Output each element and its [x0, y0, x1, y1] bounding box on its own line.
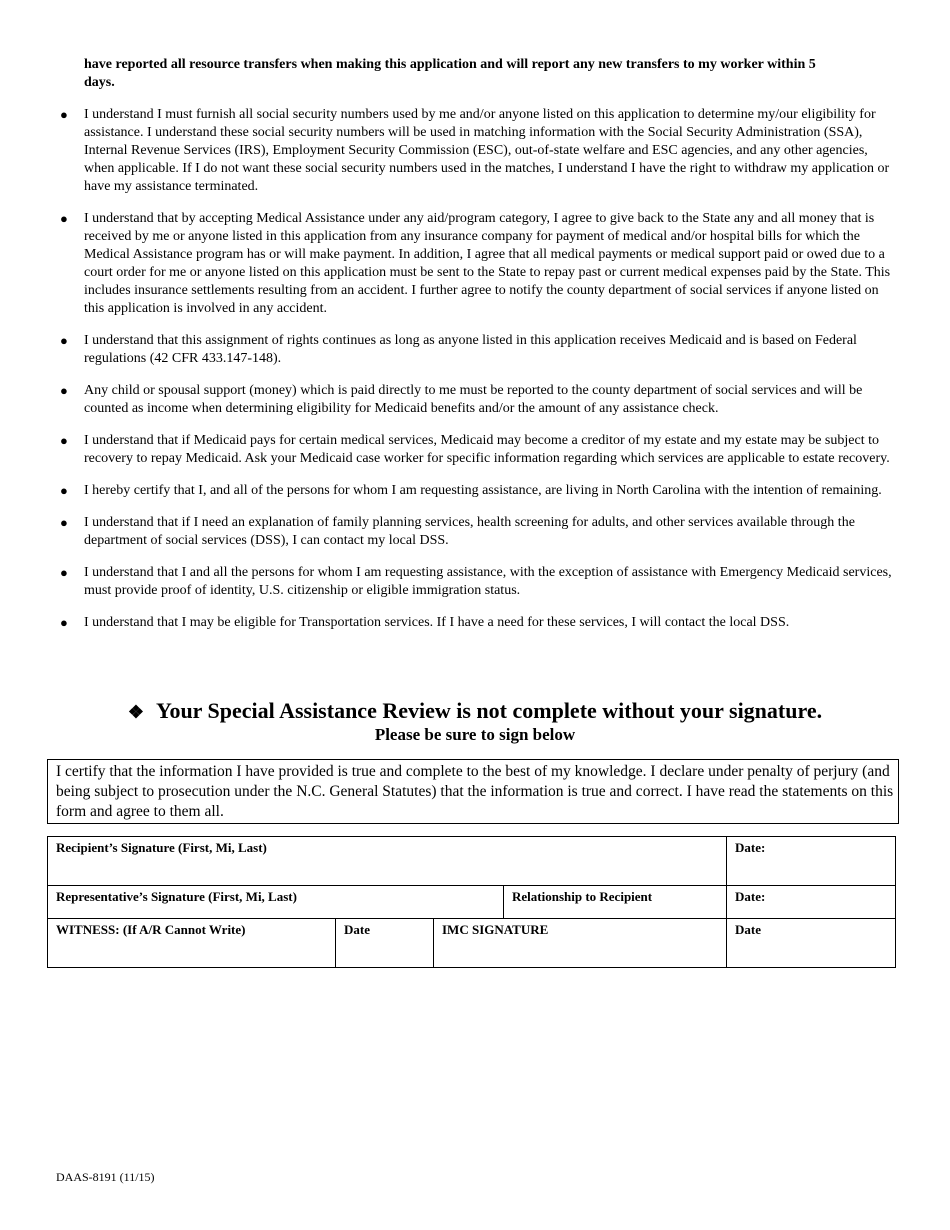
statement-text: I understand that if I need an explanation of family planning services, health screening for adults, and other services available through the department of social services (DSS), I can contact my local DSS.: [84, 515, 855, 548]
bullet-icon: ●: [60, 383, 68, 398]
bullet-icon: ●: [60, 433, 68, 448]
signature-subheading: Please be sure to sign below: [374, 725, 576, 744]
statement-list: [0, 106, 950, 646]
bullet-icon: ●: [60, 515, 68, 530]
recipient-date-label: Date:: [735, 840, 766, 855]
recipient-signature-field[interactable]: [48, 837, 727, 886]
representative-signature-label: Representative’s Signature (First, Mi, Last): [56, 889, 297, 904]
relationship-field[interactable]: [504, 886, 727, 919]
witness-date-label: Date: [344, 922, 370, 937]
bullet-icon: ●: [60, 565, 68, 580]
certification-box: I certify that the information I have provided is true and complete to the best of my knowledge. I declare under penalty of perjury (and being subject to prosecution under the N.C. General Statutes) that the information is true and correct. I have read the statements on this form and agree to them all.: [47, 759, 899, 824]
signature-table: [47, 836, 896, 968]
witness-label: WITNESS: (If A/R Cannot Write): [56, 922, 246, 937]
bullet-icon: ●: [60, 333, 68, 348]
bullet-icon: ●: [60, 211, 68, 226]
list-item: [0, 564, 950, 600]
list-item: [0, 332, 950, 368]
witness-field[interactable]: [48, 919, 336, 968]
witness-date-field[interactable]: [336, 919, 434, 968]
statement-text: I understand that by accepting Medical Assistance under any aid/program category, I agree to give back to the State any and all money that is received by me or anyone listed in this application from any insurance company for payment of medical and/or hospital bills for which the Medical Assistance program has or will make payment. In addition, I agree that all medical payments or medical support paid or owed due to a court order for me or anyone listed on this application must be sent to the State to repay past or current medical expenses paid by the State. This includes insurance settlements resulting from an accident. I further agree to notify the county department of social services if anyone listed on this application is involved in any accident.: [84, 211, 891, 316]
list-item: [0, 382, 950, 418]
statement-text: I understand I must furnish all social security numbers used by me and/or anyone listed on this application to determine my/our eligibility for assistance. I understand these social security numbers will be used in matching information with the Social Security Administration (SSA), Internal Revenue Services (IRS), Employment Security Commission (ESC), out-of-state welfare and ESC agencies, and any other agencies, when applicable. If I do not want these social security numbers used in the matches, I understand I have the right to withdraw my application or have my assistance terminated.: [84, 107, 890, 194]
bullet-icon: ●: [60, 483, 68, 498]
bullet-icon: ●: [60, 615, 68, 630]
statement-text: I understand that I may be eligible for Transportation services. If I have a need for these services, I will contact the local DSS.: [84, 615, 790, 630]
intro-paragraph: have reported all resource transfers when making this application and will report any new transfers to my worker within 5 days.: [84, 57, 816, 90]
diamond-bullet-icon: ❖: [127, 702, 144, 722]
recipient-date-field[interactable]: [727, 837, 896, 886]
statement-text: I understand that if Medicaid pays for certain medical services, Medicaid may become a creditor of my estate and my estate may be subject to recovery to repay Medicaid. Ask your Medicaid case worker for specific information regarding which services are applicable to estate recovery.: [84, 433, 890, 466]
list-item: [0, 482, 950, 500]
list-item: [0, 210, 950, 318]
signature-heading-text: Your Special Assistance Review is not complete without your signature.: [156, 698, 823, 723]
representative-date-field[interactable]: [727, 886, 896, 919]
relationship-label: Relationship to Recipient: [512, 889, 653, 904]
statement-text: I hereby certify that I, and all of the persons for whom I am requesting assistance, are living in North Carolina with the intention of remaining.: [84, 483, 882, 498]
list-item: [0, 432, 950, 468]
bullet-icon: ●: [60, 107, 68, 122]
imc-signature-field[interactable]: [434, 919, 727, 968]
representative-date-label: Date:: [735, 889, 766, 904]
imc-date-field[interactable]: [727, 919, 896, 968]
recipient-signature-label: Recipient’s Signature (First, Mi, Last): [56, 840, 267, 855]
imc-date-label: Date: [735, 922, 761, 937]
representative-signature-field[interactable]: [48, 886, 504, 919]
list-item: [0, 106, 950, 196]
list-item: [0, 514, 950, 550]
statement-text: I understand that this assignment of rights continues as long as anyone listed in this application receives Medicaid and is based on Federal regulations (42 CFR 433.147-148).: [84, 333, 857, 366]
form-number: DAAS-8191 (11/15): [56, 1170, 155, 1184]
list-item: [0, 614, 950, 632]
statement-text: Any child or spousal support (money) which is paid directly to me must be reported to the county department of social services and will be counted as income when determining eligibility for Medicaid benefits and/or the amount of any assistance check.: [84, 383, 863, 416]
imc-signature-label: IMC SIGNATURE: [442, 922, 549, 937]
signature-heading: [0, 698, 950, 725]
statement-text: I understand that I and all the persons for whom I am requesting assistance, with the exception of assistance with Emergency Medicaid services, must provide proof of identity, U.S. citizenship or eligible immigration status.: [84, 565, 892, 598]
